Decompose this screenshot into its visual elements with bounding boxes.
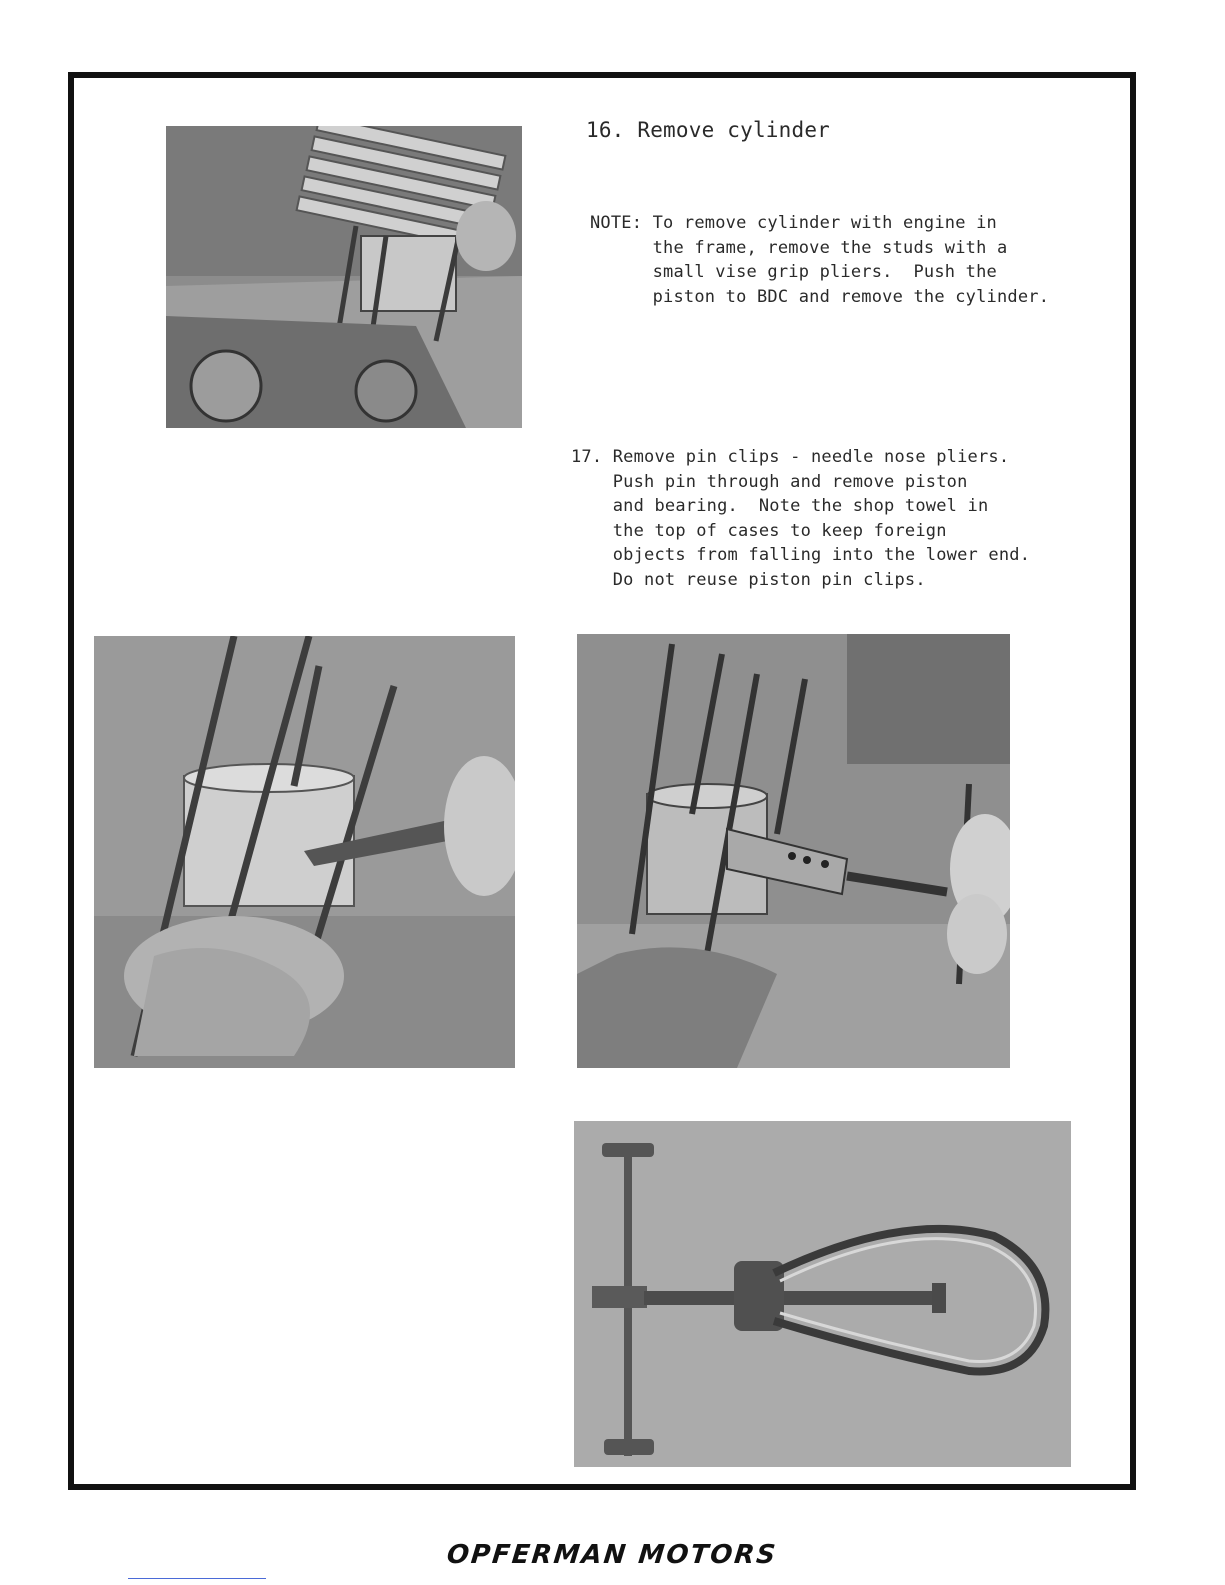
page-frame [68, 72, 1136, 1490]
pin-clip-pliers-photo [94, 636, 515, 1068]
footer [0, 1540, 1225, 1570]
piston-pin-tool-photo [574, 1121, 1071, 1467]
link-underline [128, 1578, 266, 1579]
piston-pin-puller-photo [577, 634, 1010, 1068]
cylinder-note: NOTE: To remove cylinder with engine in the frame, remove the studs with a small vise grip pliers. Push the piston to BDC and remove the cylinder. [590, 213, 1050, 307]
cylinder-removal-photo [166, 126, 522, 428]
step-17-instructions: 17. Remove pin clips - needle nose pliers. Push pin through and remove piston and bearing. Note the shop towel in the top of cases to keep foreign objects from falling into the lower end. Do not reuse piston pin clips. [571, 447, 1031, 590]
brand-logo-text: OPFERMAN MOTORS [445, 1540, 780, 1570]
step-16-title: 16. Remove cylinder [586, 118, 831, 142]
